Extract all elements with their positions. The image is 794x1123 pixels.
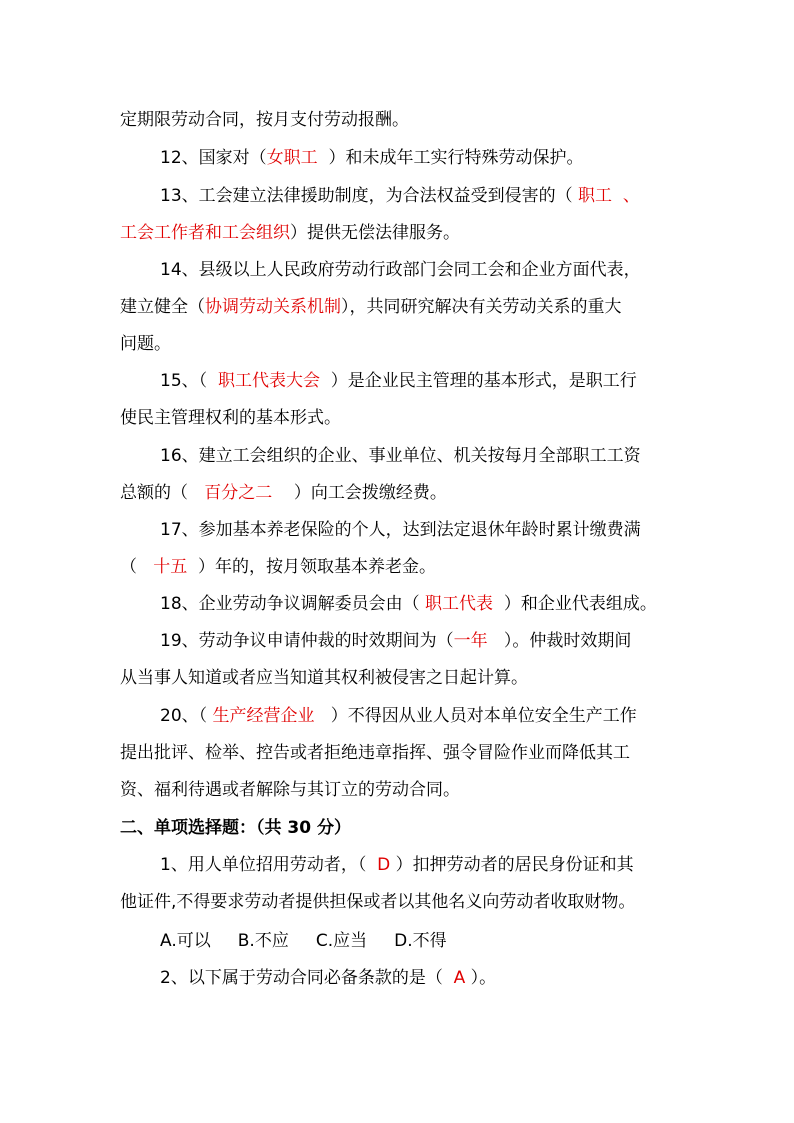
question-13: 13、工会建立法律援助制度，为合法权益受到侵害的（ 职工 、 <box>160 186 640 206</box>
mc-question-2: 2、以下属于劳动合同必备条款的是（ A ）。 <box>160 968 497 988</box>
answer-text: A <box>453 968 466 988</box>
text-line: 问题。 <box>120 334 171 354</box>
answer-text: 生产经营企业 <box>212 706 315 726</box>
answer-text: 职工代表大会 <box>217 371 320 391</box>
answer-text: 工会工作者和工会组织 <box>120 223 290 243</box>
answer-text: 十五 <box>153 557 188 577</box>
question-15: 15、（ 职工代表大会 ）是企业民主管理的基本形式，是职工行 <box>160 371 637 391</box>
question-20: 20、（ 生产经营企业 ）不得因从业人员对本单位安全生产工作 <box>160 706 637 726</box>
text-line: 定期限劳动合同，按月支付劳动报酬。 <box>120 110 409 130</box>
text-line: 他证件,不得要求劳动者提供担保或者以其他名义向劳动者收取财物。 <box>120 892 636 912</box>
text-line: 从当事人知道或者应当知道其权利被侵害之日起计算。 <box>120 668 528 688</box>
answer-text: 协调劳动关系机制 <box>205 297 341 317</box>
text-line: 提出批评、检举、控告或者拒绝违章指挥、强令冒险作业而降低其工 <box>120 743 630 763</box>
text-line: 使民主管理权利的基本形式。 <box>120 408 341 428</box>
text-line: （ 十五 ）年的，按月领取基本养老金。 <box>120 557 437 577</box>
question-18: 18、企业劳动争议调解委员会由（ 职工代表 ）和企业代表组成。 <box>160 594 657 614</box>
section-heading: 二、单项选择题：（共 30 分） <box>120 818 351 838</box>
answer-text: 女职工 <box>266 148 318 168</box>
answer-text: 职工代表 <box>425 594 494 614</box>
answer-text: 一年 <box>453 631 488 651</box>
text-line: 工会工作者和工会组织）提供无偿法律服务。 <box>120 223 460 243</box>
mc-question-1: 1、用人单位招用劳动者，（ D ）扣押劳动者的居民身份证和其 <box>160 855 634 875</box>
question-16: 16、建立工会组织的企业、事业单位、机关按每月全部职工工资 <box>160 446 641 466</box>
text-line: 总额的（ 百分之二 ）向工会拨缴经费。 <box>120 483 447 503</box>
question-17: 17、参加基本养老保险的个人，达到法定退休年龄时累计缴费满 <box>160 520 641 540</box>
answer-text: D <box>377 855 391 875</box>
answer-text: 百分之二 <box>204 483 273 503</box>
question-12: 12、国家对（女职工 ）和未成年工实行特殊劳动保护。 <box>160 148 584 168</box>
question-19: 19、劳动争议申请仲裁的时效期间为（一年 ）。仲裁时效期间 <box>160 631 632 651</box>
text-line: 建立健全（协调劳动关系机制），共同研究解决有关劳动关系的重大 <box>120 297 622 317</box>
mc-options: A.可以 B.不应 C.应当 D.不得 <box>160 931 447 951</box>
answer-text: 职工 、 <box>578 186 640 206</box>
text-line: 资、福利待遇或者解除与其订立的劳动合同。 <box>120 780 460 800</box>
question-14: 14、县级以上人民政府劳动行政部门会同工会和企业方面代表， <box>160 260 641 280</box>
